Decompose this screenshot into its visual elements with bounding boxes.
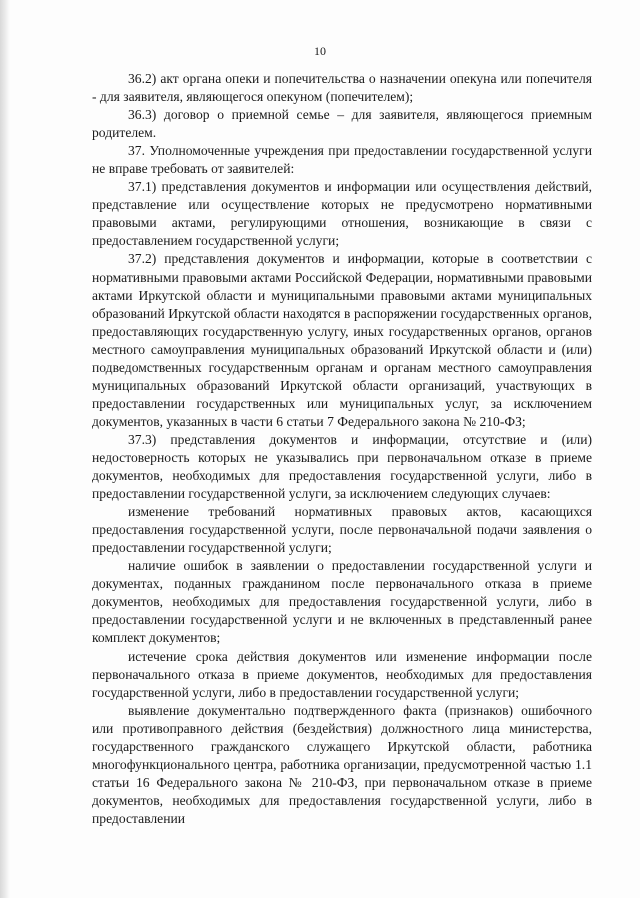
case-errors-in-application: наличие ошибок в заявлении о предоставлении государственной услуги и документах, поданных гражданином после первоначального отказа в приеме документов, необходимых для предоставления государственной услуги, либо в предоставлении государственной услуги и не включенных в представленный ранее комплект документов; — [92, 558, 592, 646]
case-document-expiry: истечение срока действия документов или изменение информации после первоначального отказа в приеме документов, необходимых для предоставления государственной услуги, либо в предоставлении государственной услуги; — [92, 648, 592, 700]
paragraph-36-2: 36.2) акт органа опеки и попечительства о назначении опекуна или попечителя - для заявителя, являющегося опекуном (попечителем); — [92, 71, 592, 105]
document-body — [92, 70, 592, 828]
paragraph-37: 37. Уполномоченные учреждения при предоставлении государственной услуги не вправе требовать от заявителей: — [92, 143, 592, 177]
paragraph-37-3: 37.3) представления документов и информации, отсутствие и (или) недостоверность которых не указывались при первоначальном отказе в приеме документов, необходимых для предоставления государственной услуги, либо в предоставлении государственной услуги, за исключением следующих случаев: — [92, 431, 592, 502]
case-requirements-change: изменение требований нормативных правовых актов, касающихся предоставления государственной услуги, после первоначальной подачи заявления о предоставлении государственной услуги; — [92, 504, 592, 556]
scan-edge-shadow — [0, 0, 10, 898]
paragraph-37-2: 37.2) представления документов и информации, которые в соответствии с нормативными правовыми актами Российской Федерации, нормативными правовыми актами Иркутской области и муниципальными правовыми актами муниципальных образований Иркутской области находятся в распоряжении государственных органов, предоставляющих государственную услугу, иных государственных органов, органов местного самоуправления муниципальных образований Иркутской области и (или) подведомственных государственным органам и органам местного самоуправления муниципальных образований Иркутской области организаций, участвующих в предоставлении государственных или муниципальных услуг, за исключением документов, указанных в части 6 статьи 7 Федерального закона № 210-ФЗ; — [92, 251, 592, 429]
paragraph-36-3: 36.3) договор о приемной семье – для заявителя, являющегося приемным родителем. — [92, 107, 592, 141]
page-number: 10 — [314, 44, 326, 58]
paragraph-37-1: 37.1) представления документов и информации или осуществления действий, представление или осуществление которых не предусмотрено нормативными правовыми актами, регулирующими отношения, возникающие в связи с предоставлением государственной услуги; — [92, 179, 592, 249]
case-unlawful-action: выявление документально подтвержденного факта (признаков) ошибочного или противоправного действия (бездействия) должностного лица министерства, государственного гражданского служащего Иркутской области, работника многофункционального центра, работника организации, предусмотренной частью 1.1 статьи 16 Федерального закона № 210-ФЗ, при первоначальном отказе в приеме документов, необходимых для предоставления государственной услуги, либо в предоставлении — [92, 702, 592, 826]
